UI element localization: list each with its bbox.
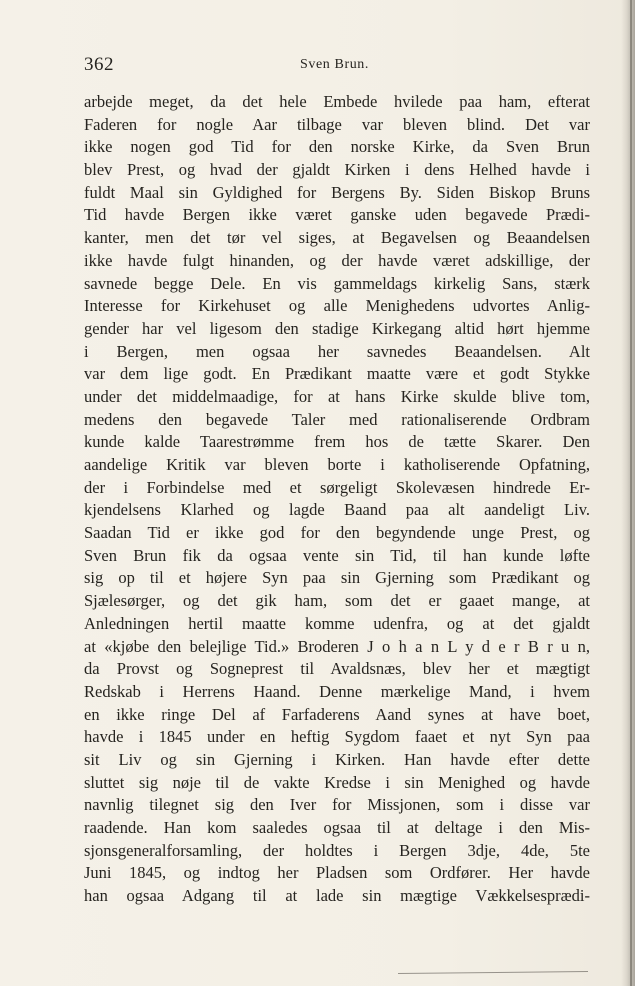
page-edge-line [630, 0, 632, 986]
text-line: da Provst og Sogneprest til Avaldsnæs, blev her et mægtigt [84, 659, 590, 679]
body-text [84, 91, 590, 908]
text-line: arbejde meget, da det hele Embede hvilede paa ham, efterat [84, 92, 590, 111]
text-line: raadende. Han kom saaledes ogsaa til at deltage i den Mis- [84, 818, 590, 837]
page-header [84, 54, 590, 80]
text-line: sluttet sig nøje til de vakte Kredse i sin Menighed og havde [84, 772, 590, 792]
text-line: fuldt Maal sin Gyldighed for Bergens By. Siden Biskop Bruns [84, 182, 590, 202]
text-line: ikke nogen god Tid for den norske Kirke, da Sven Brun [84, 137, 590, 157]
text-line: navnlig tilegnet sig den Iver for Missjonen, som i disse var [84, 795, 590, 815]
text-line: kanter, men det tør vel siges, at Begavelsen og Beaandelsen [84, 228, 590, 248]
text-line: han ogsaa Adgang til at lade sin mægtige Vækkelsesprædi- [84, 886, 590, 906]
text-line: sjonsgeneralforsamling, der holdtes i Bergen 3dje, 4de, 5te [84, 840, 590, 860]
text-line: medens den begavede Taler med rationaliserende Ordbram [84, 409, 590, 429]
text-line: aandelige Kritik var bleven borte i katholiserende Opfatning, [84, 455, 590, 474]
text-line: sit Liv og sin Gjerning i Kirken. Han havde efter dette [84, 749, 590, 769]
text-line: sig op til et højere Syn paa sin Gjerning som Prædikant og [84, 568, 590, 588]
text-line: Sven Brun fik da ogsaa vente sin Tid, til han kunde løfte [84, 545, 590, 565]
text-line: at «kjøbe den belejlige Tid.» Broderen J o h a n L y d e r B r u n, [84, 636, 590, 656]
text-line: ikke havde fulgt hinanden, og der havde været adskillige, der [84, 250, 590, 270]
page-number: 362 [84, 54, 114, 75]
text-line: havde i 1845 under en heftig Sygdom faaet et nyt Syn paa [84, 727, 590, 747]
text-line: var dem lige godt. En Prædikant maatte være et godt Stykke [84, 364, 590, 384]
text-line: Interesse for Kirkehuset og alle Menighedens udvortes Anlig- [84, 296, 590, 316]
text-line: under det middelmaadige, for at hans Kirke skulde blive tom, [84, 386, 590, 406]
text-line: savnede begge Dele. En vis gammeldags kirkelig Sans, stærk [84, 273, 590, 293]
text-line: Sjælesørger, og det gik ham, som det er gaaet mange, at [84, 591, 590, 611]
page-edge-shadow [621, 0, 635, 986]
text-line: blev Prest, og hvad der gjaldt Kirken i dens Helhed havde i [84, 160, 590, 180]
text-line: Redskab i Herrens Haand. Denne mærkelige Mand, i hvem [84, 681, 590, 701]
text-line: der i Forbindelse med et sørgeligt Skolevæsen hindrede Er- [84, 477, 590, 497]
text-line: i Bergen, men ogsaa her savnedes Beaandelsen. Alt [84, 341, 590, 361]
text-line: Faderen for nogle Aar tilbage var bleven blind. Det var [84, 114, 590, 134]
running-title: Sven Brun. [300, 57, 369, 72]
bottom-edge-line [398, 971, 588, 974]
text-line: Tid havde Bergen ikke været ganske uden begavede Prædi- [84, 205, 590, 225]
text-line: Saadan Tid er ikke god for den begyndende unge Prest, og [84, 523, 590, 543]
text-line: Anledningen hertil maatte komme udenfra, og at det gjaldt [84, 613, 590, 633]
text-line: kunde kalde Taarestrømme frem hos de tætte Skarer. Den [84, 432, 590, 452]
text-line: Juni 1845, og indtog her Pladsen som Ordfører. Her havde [84, 863, 590, 883]
text-line: gender har vel ligesom den stadige Kirkegang altid hørt hjemme [84, 318, 590, 338]
text-line: en ikke ringe Del af Farfaderens Aand synes at have boet, [84, 704, 590, 724]
text-line: kjendelsens Klarhed og lagde Baand paa alt aandeligt Liv. [84, 500, 590, 520]
